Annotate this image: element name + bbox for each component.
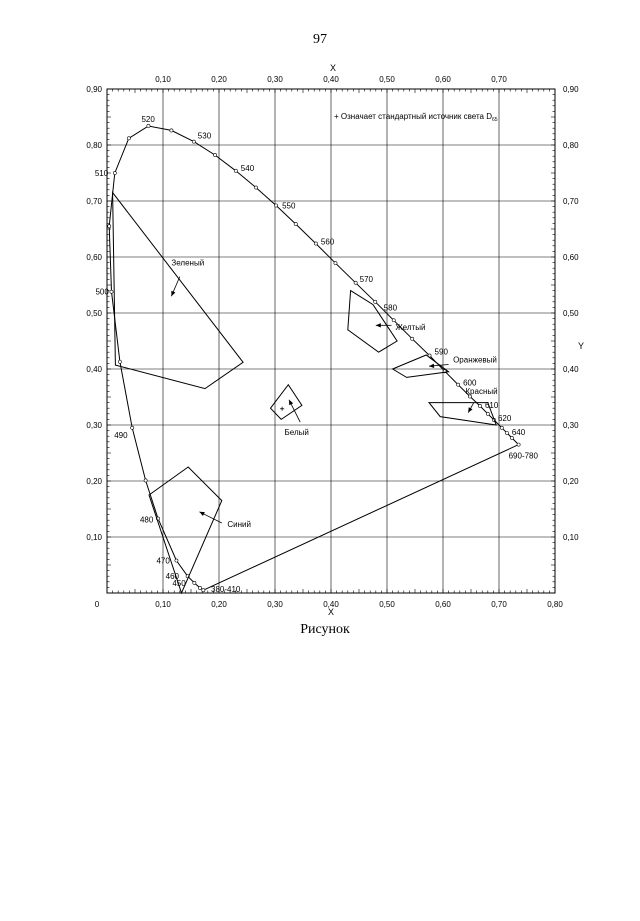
y-tick-label-left: 0,20 xyxy=(86,477,102,486)
wavelength-label: 610 xyxy=(484,400,499,410)
locus-point xyxy=(110,290,113,293)
locus-point xyxy=(175,559,178,562)
wavelength-label: 380-410 xyxy=(211,584,241,594)
color-regions-layer xyxy=(113,193,497,593)
region-outline xyxy=(149,467,222,593)
wavelength-label: 480 xyxy=(139,515,154,525)
y-tick-label-left: 0,80 xyxy=(86,141,102,150)
wavelength-label: 560 xyxy=(320,237,335,247)
wavelength-label: 540 xyxy=(240,163,255,173)
x-tick-label-bottom: 0,30 xyxy=(267,600,283,609)
locus-point xyxy=(127,137,130,140)
labels-layer xyxy=(95,115,539,594)
d65-note-subscript: 65 xyxy=(491,117,498,123)
region-label: Оранжевый xyxy=(453,355,497,365)
y-tick-label-right: 0,20 xyxy=(563,477,579,486)
y-tick-label-left: 0,50 xyxy=(86,309,102,318)
figure-caption: Рисунок xyxy=(300,622,350,637)
x-tick-label-top: 0,40 xyxy=(323,75,339,84)
line-of-purples xyxy=(203,445,518,591)
locus-point xyxy=(108,225,111,228)
locus-point xyxy=(411,337,414,340)
grid-layer xyxy=(107,89,555,593)
y-tick-label-left: 0,10 xyxy=(86,533,102,542)
wavelength-label: 600 xyxy=(463,378,477,388)
y-tick-label-right: 0,10 xyxy=(563,533,579,542)
y-tick-label-right: 0,60 xyxy=(563,253,579,262)
x-tick-label-top: 0,50 xyxy=(379,75,395,84)
region-arrow-head xyxy=(376,323,381,327)
y-axis-title: Y xyxy=(577,341,585,351)
locus-point xyxy=(234,169,237,172)
region-outline xyxy=(348,291,397,353)
locus-point xyxy=(334,262,337,265)
x-tick-label-bottom: 0,80 xyxy=(547,600,563,609)
x-tick-label-bottom: 0,20 xyxy=(211,600,227,609)
x-tick-label-bottom: 0 xyxy=(94,600,100,609)
wavelength-label: 570 xyxy=(359,274,373,284)
region-label: Синий xyxy=(227,519,252,529)
locus-point xyxy=(254,186,257,189)
wavelength-label: 490 xyxy=(114,430,128,440)
wavelength-label: 520 xyxy=(141,114,155,124)
locus-point xyxy=(144,479,147,482)
x-tick-label-top: 0,10 xyxy=(155,75,171,84)
locus-point xyxy=(192,140,195,143)
locus-point xyxy=(486,412,489,415)
locus-point xyxy=(131,426,134,429)
wavelength-label: 450 xyxy=(172,578,186,588)
locus-point xyxy=(478,404,481,407)
region-label: Желтый xyxy=(395,322,426,332)
locus-point xyxy=(500,426,503,429)
wavelength-label: 580 xyxy=(383,303,398,313)
wavelength-label: 550 xyxy=(282,201,296,211)
d65-note-text: + Означает стандартный источник света D xyxy=(334,112,492,121)
y-tick-label-left: 0,60 xyxy=(86,253,102,262)
locus-point xyxy=(193,581,196,584)
x-tick-label-top: 0,20 xyxy=(211,75,227,84)
locus-point xyxy=(147,124,150,127)
y-tick-label-left: 0,30 xyxy=(86,421,102,430)
x-tick-label-top: 0,60 xyxy=(435,75,451,84)
wavelength-label: 460 xyxy=(165,572,179,582)
locus-point xyxy=(314,242,317,245)
locus-point xyxy=(392,319,395,322)
y-tick-label-right: 0,50 xyxy=(563,309,579,318)
y-tick-label-right: 0,80 xyxy=(563,141,579,150)
locus-point xyxy=(457,383,460,386)
region-outline xyxy=(113,193,244,389)
locus-point xyxy=(113,171,116,174)
locus-point xyxy=(275,204,278,207)
locus-point xyxy=(517,443,520,446)
wavelength-label: 510 xyxy=(94,169,109,178)
locus-point xyxy=(198,586,201,589)
locus-point xyxy=(213,153,216,156)
wavelength-label: 470 xyxy=(156,556,170,566)
locus-point xyxy=(374,300,377,303)
x-tick-label-bottom: 0,10 xyxy=(155,600,171,609)
page-number: 97 xyxy=(313,32,327,47)
wavelength-label: 640 xyxy=(511,427,526,437)
locus-point xyxy=(202,589,205,592)
x-tick-label-bottom: 0,60 xyxy=(435,600,451,609)
x-tick-label-bottom: 0,50 xyxy=(379,600,395,609)
x-axis-title-top: X xyxy=(329,63,337,73)
locus-point xyxy=(118,360,121,363)
d65-note xyxy=(334,112,498,123)
y-tick-label-right: 0,30 xyxy=(563,421,579,430)
x-tick-label-top: 0,70 xyxy=(491,75,507,84)
y-tick-label-left: 0,40 xyxy=(86,365,102,374)
wavelength-label: 530 xyxy=(197,131,212,141)
y-tick-label-left: 0,90 xyxy=(86,85,102,94)
wavelength-label: 690-780 xyxy=(508,451,538,461)
region-label: Красный xyxy=(465,387,498,397)
x-axis-title-bottom: X xyxy=(327,607,335,617)
x-tick-label-bottom: 0,40 xyxy=(323,600,339,609)
x-tick-label-bottom: 0,70 xyxy=(491,600,507,609)
locus-point xyxy=(294,222,297,225)
wavelength-label: 620 xyxy=(497,413,512,423)
x-tick-label-top: 0,30 xyxy=(267,75,283,84)
y-tick-label-right: 0,40 xyxy=(563,365,579,374)
locus-point xyxy=(505,431,508,434)
region-label: Зеленый xyxy=(171,258,205,268)
locus-point xyxy=(354,281,357,284)
wavelength-label: 500 xyxy=(95,287,109,297)
locus-point xyxy=(170,129,173,132)
y-tick-label-right: 0,70 xyxy=(563,197,579,206)
y-tick-label-left: 0,70 xyxy=(86,197,102,206)
wavelength-label: 590 xyxy=(434,347,448,357)
region-label: Белый xyxy=(284,428,309,438)
y-tick-label-right: 0,90 xyxy=(563,85,579,94)
